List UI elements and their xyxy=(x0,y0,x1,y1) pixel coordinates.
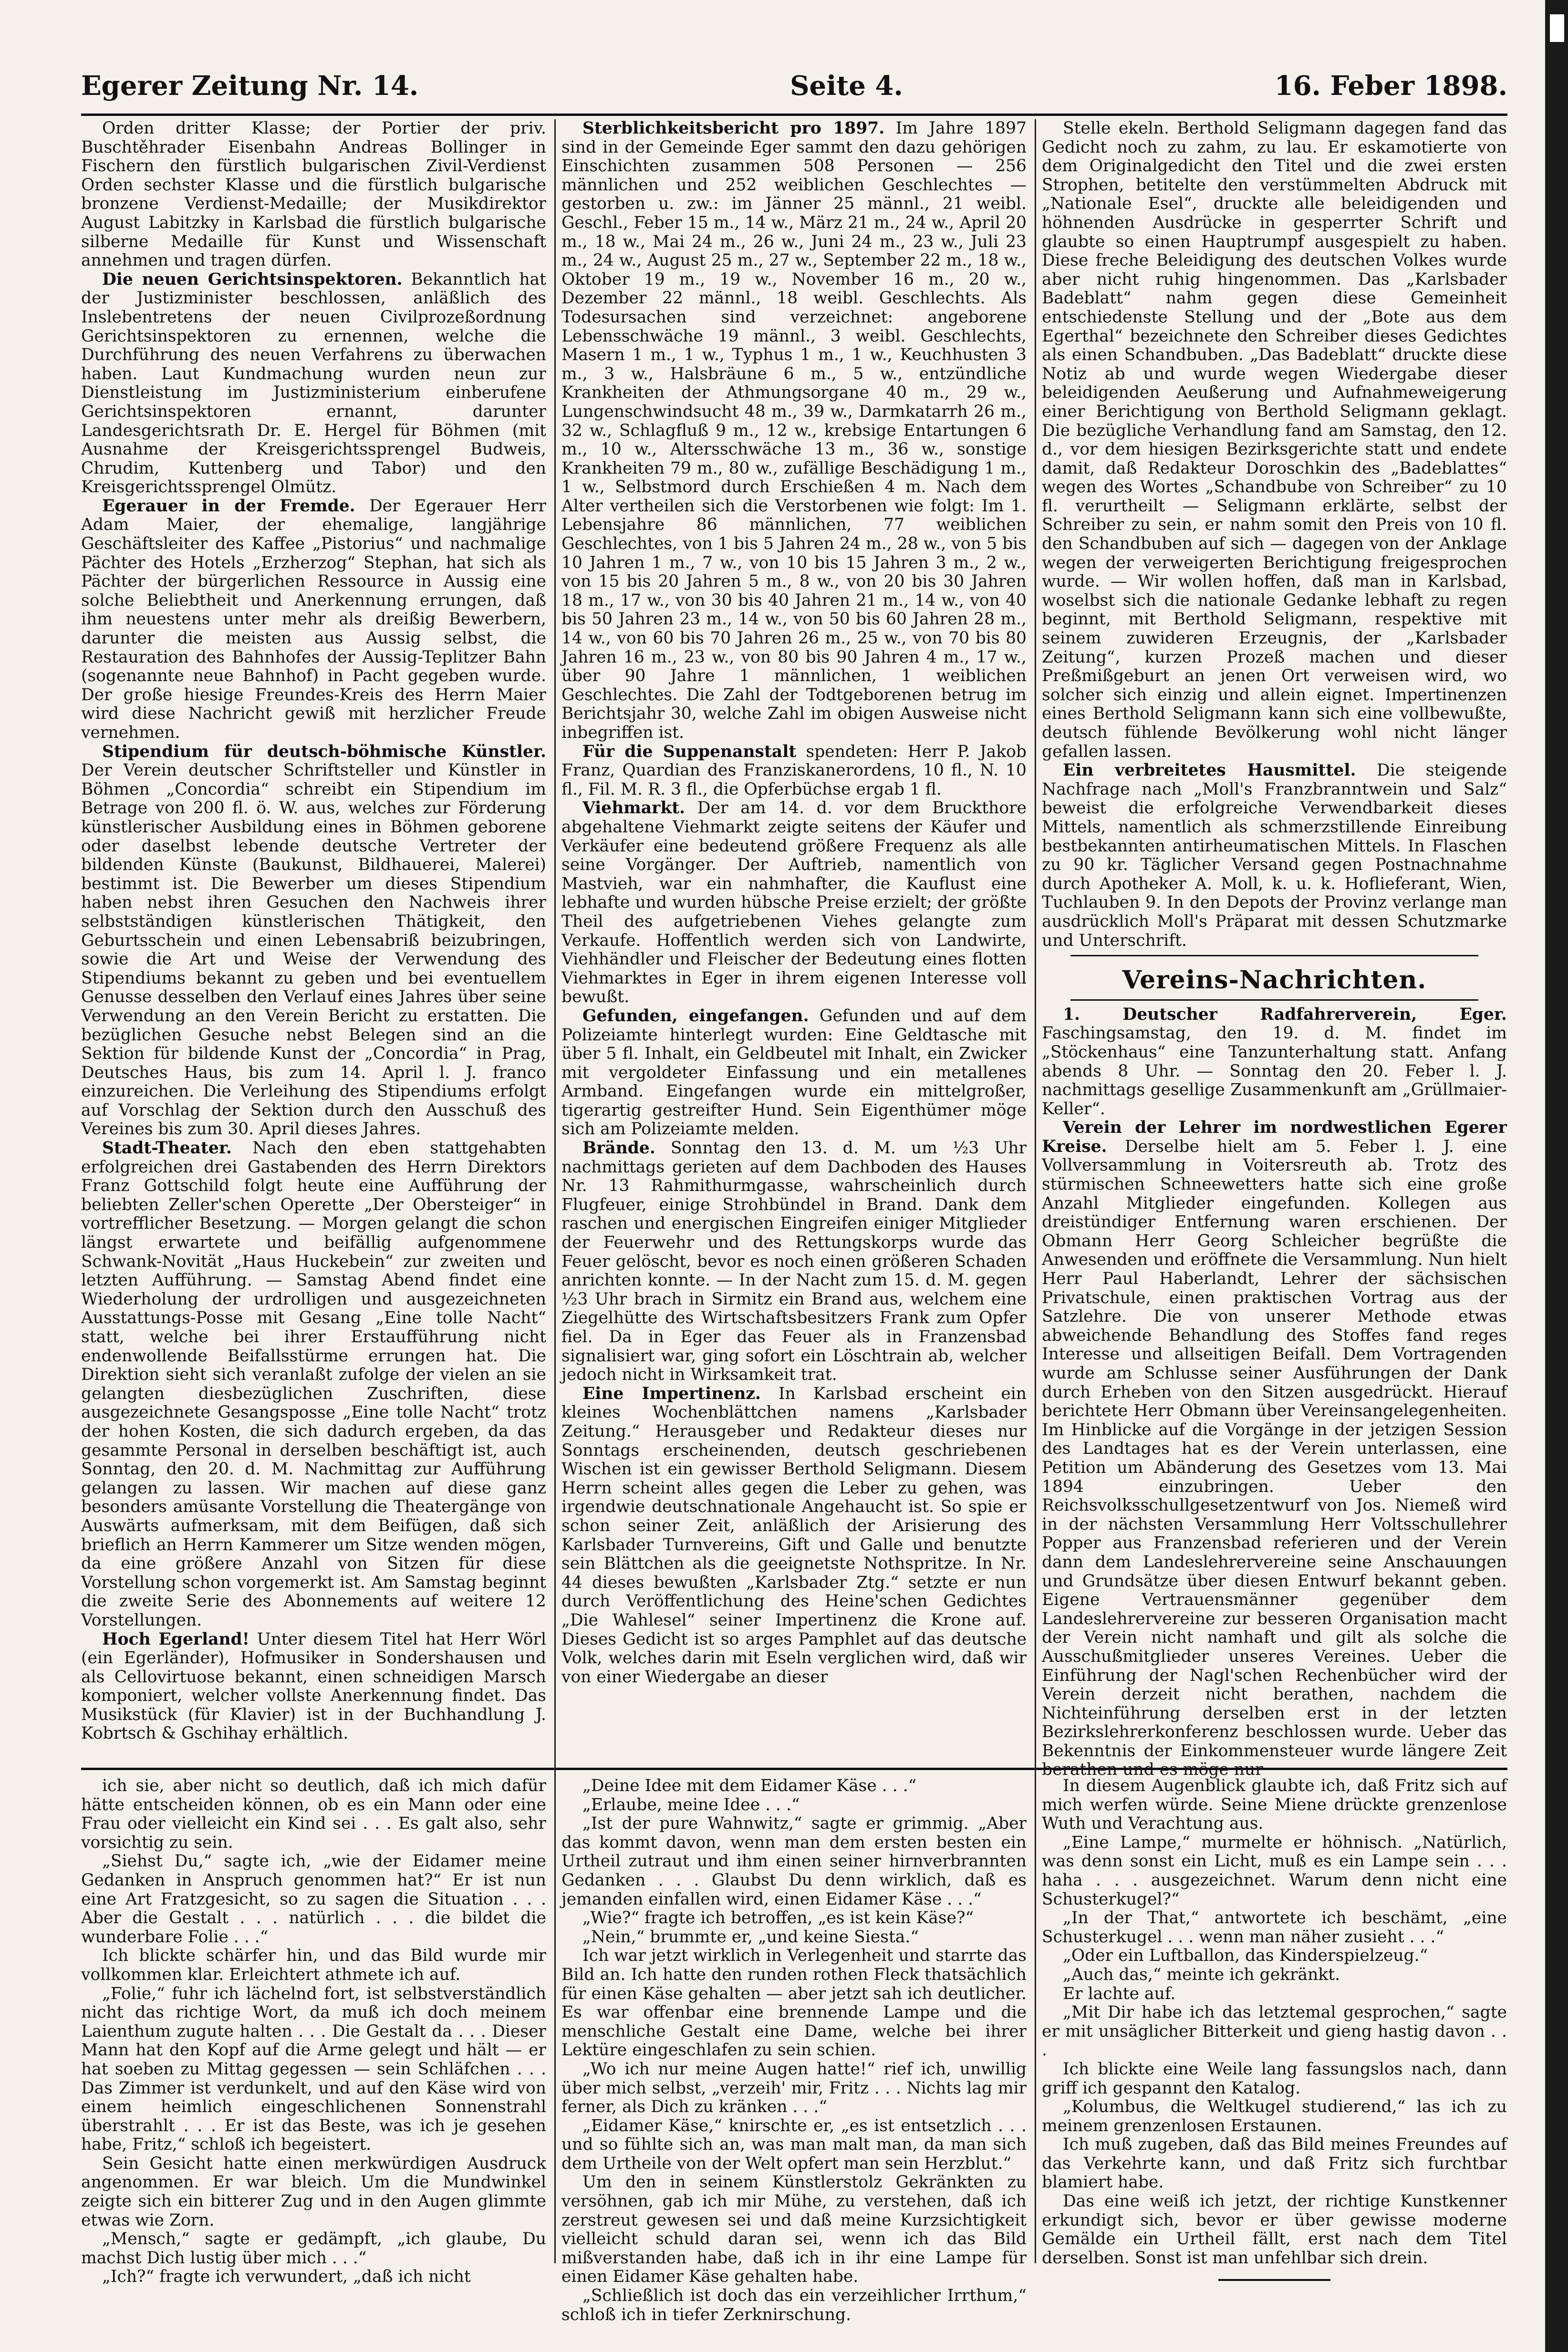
feuilleton-rule xyxy=(81,1768,1507,1770)
article-text: Orden dritter Klasse; der Portier der priv. Buschtěhrader Eisenbahn Andreas Bollinger in Fischern den fürstlich bulgarischen Zivil-Verdienst Orden sechster Klasse und die fürstlich bulgarische bronzene Verdienst-Medaille; der Musikdirektor August Labitzky in Karlsbad die fürstlich bulgarische silberne Medaille für Kunst und Wissenschaft annehmen und tragen dürfen. xyxy=(81,119,546,270)
article-text: Stelle ekeln. Berthold Seligmann dagegen fand das Gedicht noch zu zahm, zu lau. Er eskamotierte von dem Originalgedicht den Titel und die zwei ersten Strophen, betitelte den verstümmelten Abdruck mit „Nationale Esel“, druckte alle beleidigenden und höhnenden Ausdrücke in gesperrter Schrift und glaubte so einen Hauptrumpf ausgespielt zu haben. Diese freche Beleidigung des deutschen Volkes wurde aber nicht ruhig hingenommen. Das „Karlsbader Badeblatt“ nahm gegen diese Gemeinheit entschiedenste Stellung und der „Bote aus dem Egerthal“ bezeichnete den Schreiber dieses Gedichtes als einen Schandbuben. „Das Badeblatt“ druckte diese Notiz ab und wurde wegen Wiedergabe dieser beleidigenden Aeußerung und Aufnahmeweigerung einer Berichtigung von Berthold Seligmann geklagt. Die bezügliche Verhandlung fand am Samstag, den 12. d., vor dem hiesigen Bezirksgerichte statt und endete damit, daß Redakteur Doroschkin des „Badeblattes“ wegen des Wortes „Schandbube von Schreiber“ zu 10 fl. verurtheilt — Seligmann erklärte, selbst der Schreiber zu sein, er nahm somit den Preis von 10 fl. den Schandbuben auf sich — dagegen von der Anklage wegen der verweigerten Berichtigung freigesprochen wurde. — Wir wollen hoffen, daß man in Karlsbad, woselbst sich die nationale Gedanke lebhaft zu regen beginnt, mit Berthold Seligmann, respektive mit seinem zuwideren Erzeugnis, der „Karlsbader Zeitung“, kurzen Prozeß machen und dieser Preßmißgeburt an jenen Ort verweisen wird, wo solcher sich einzig und allein eignet. Impertinenzen eines Berthold Seligmann kann sich eine vollbewußte, deutsch fühlende Bevölkerung wohl nicht länger gefallen lassen. xyxy=(1042,119,1507,761)
scan-edge-mark xyxy=(1550,14,1564,42)
column-divider xyxy=(554,119,556,1760)
story-paragraph: „Mensch,“ sagte er gedämpft, „ich glaube, Du machst Dich lustig über mich . . .“ xyxy=(81,2229,546,2268)
article-headline: Für die Suppenanstalt xyxy=(582,742,797,761)
article-text: Faschingsamstag, den 19. d. M. findet im „Stöckenhaus“ eine Tanzunterhaltung statt. Anfang abends 8 Uhr. — Sonntag den 20. Feber l. J. nachmittags gesellige Zusammenkunft am „Grüllmaier-Keller“. xyxy=(1042,1024,1507,1119)
story-paragraph: „Nein,“ brummte er, „und keine Siesta.“ xyxy=(582,1927,919,1947)
article-headline: Egerauer in der Fremde. xyxy=(102,496,355,516)
story-paragraph: „Erlaube, meine Idee . . .“ xyxy=(582,1795,800,1814)
article-headline: Eine Impertinenz. xyxy=(582,1384,761,1403)
story-paragraph: Ich war jetzt wirklich in Verlegenheit und starrte das Bild an. Ich hatte den runden rothen Fleck thatsächlich für einen Käse gehalten — aber jetzt sah ich deutlicher. Es war offenbar eine brennende Lampe und die menschliche Gestalt eine Dame, welche bei ihrer Lektüre eingeschlafen zu sein schien. xyxy=(561,1946,1027,2060)
issue-date: 16. Feber 1898. xyxy=(1274,70,1507,102)
article-paragraph xyxy=(81,497,546,743)
story-paragraph: „Oder ein Luftballon, das Kinderspielzeug.“ xyxy=(1063,1946,1428,1966)
article-headline: Verein der Lehrer im nordwestlichen Egerer Kreise. xyxy=(1042,1118,1507,1156)
story-paragraph: „In der That,“ antwortete ich beschämt, „eine Schusterkugel . . . wenn man näher zusieht . . .“ xyxy=(1042,1908,1507,1947)
article-paragraph xyxy=(561,799,1027,1007)
article-paragraph xyxy=(561,119,1027,743)
article-paragraph xyxy=(1042,1005,1507,1119)
story-paragraph: „Schließlich ist doch das ein verzeihlicher Irrthum,“ schloß ich in tiefer Zerknirschung. xyxy=(561,2286,1027,2324)
feuilleton-divider xyxy=(554,1720,556,2263)
article-text: Die steigende Nachfrage nach „Moll's Franzbranntwein und Salz“ beweist die erfolgreiche Verwendbarkeit dieses Mittels, namentlich als schmerzstillende Einreibung bestbekannten antirheumatischen Mittels. In Flaschen zu 90 kr. Täglicher Versand gegen Postnachnahme durch Apotheker A. Moll, k. u. k. Hoflieferant, Wien, Tuchlauben 9. In den Depots der Provinz verlange man ausdrücklich Moll's Präparat mit dessen Schutzmarke und Unterschrift. xyxy=(1042,761,1507,950)
story-paragraph: Um den in seinem Künstlerstolz Gekränkten zu versöhnen, gab ich mir Mühe, zu verstehen, daß ich zerstreut gewesen sei und daß meine Kurzsichtigkeit vielleicht schuld daran sei, wenn ich das Bild mißverstanden habe, daß ich in ihr eine Lampe für einen Eidamer Käse gehalten habe. xyxy=(561,2173,1027,2287)
article-text: In Karlsbad erscheint ein kleines Wochenblättchen namens „Karlsbader Zeitung.“ Herausgeber und Redakteur dieses nur Sonntags erscheinenden, deutsch geschriebenen Wischen ist ein gewisser Berthold Seligmann. Diesem Herrn scheint alles gegen die Leber zu gehen, was irgendwie deutschnationale Angehaucht ist. So spie er schon seiner Zeit, anläßlich der Arisierung des Karlsbader Turnvereins, Gift und Galle und benutzte sein Blättchen als die geeignetste Nothspritze. In Nr. 44 dieses bewußten „Karlsbader Ztg.“ setzte er nun durch Veröffentlichung des Heine'schen Gedichtes „Die Wahlesel“ seiner Impertinenz die Krone auf. Dieses Gedicht ist so arges Pamphlet auf das deutsche Volk, welches darin mit Eseln verglichen wird, daß wir von einer Wiedergabe an dieser xyxy=(561,1384,1027,1687)
article-text: Der Egerauer Herr Adam Maier, der ehemalige, langjährige Geschäftsleiter des Kaffee „Pistorius“ und nachmalige Pächter des Hotels „Erzherzog“ Stephan, hat sich als Pächter der bürgerlichen Ressource in Aussig eine solche Beliebtheit und Anerkennung errungen, daß ihm neuestens unter mehr als dreißig Bewerbern, darunter die meisten aus Aussig selbst, die Restauration des Bahnhofes der Aussig-Teplitzer Bahn (sogenannte neue Bahnhof) in Pacht gegeben wurde. Der große hiesige Freundes-Kreis des Herrn Maier wird diese Nachricht gewiß mit herzlicher Freude vernehmen. xyxy=(81,496,546,742)
story-paragraph: „Deine Idee mit dem Eidamer Käse . . .“ xyxy=(582,1776,917,1795)
story-paragraph: „Folie,“ fuhr ich lächelnd fort, ist selbstverständlich nicht das richtige Wort, da muß ich doch meinem Laienthum zugute halten . . . Die Gestalt da . . . Dieser Mann hat den Kopf auf die Arme gelegt und hält — er hat soeben zu Mittag gegessen — sein Schläfchen . . . Das Zimmer ist verdunkelt, und auf den Käse wird von einem heimlich eingeschlichenen Sonnenstrahl überstrahlt . . . Er ist das Beste, was ich je gesehen habe, Fritz,“ schloß ich begeistert. xyxy=(81,1984,546,2155)
scan-border xyxy=(1545,0,1568,2352)
article-text: Derselbe hielt am 5. Feber l. J. eine Vollversammlung in Voitersreuth ab. Trotz des stürmischen Schneewetters hatte sich eine große Anzahl Mitglieder eingefunden. Kollegen aus dreistündiger Entfernung waren erschienen. Der Obmann Herr Georg Schleicher begrüßte die Anwesenden und eröffnete die Versammlung. Nun hielt Herr Paul Haberlandt, Lehrer der sächsischen Privatschule, einen praktischen Vortrag aus der Satzlehre. Die von unserer Methode etwas abweichende Behandlung des Stoffes fand reges Interesse und allseitigen Beifall. Dem Vortragenden wurde am Schlusse seiner Ausführungen der Dank durch Erheben von den Sitzen ausgedrückt. Hierauf berichtete Herr Obmann über Vereinsangelegenheiten. Im Hinblicke auf die Vorgänge in der jetzigen Session des Landtages hat es der Verein unterlassen, eine Petition um Abänderung des Gesetzes vom 13. Mai 1894 einzubringen. Ueber den Reichsvolksschullgesetzentwurf von Jos. Niemeß wird in der nächsten Versammlung Herr Voltsschullehrer Popper aus Franzensbad referieren und der Verein dann dem Landeslehrervereine seine Anschauungen und Grundsätze über diesen Entwurf bekannt geben. Eigene Vertrauensmänner gegenüber dem Landeslehrervereine zur besseren Organisation macht der Verein nicht namhaft und gilt als solche die Ausschußmitglieder unseres Vereines. Ueber die Einführung der Nagl'schen Rechenbücher wird der Verein derzeit nicht berathen, nachdem die Nichteinführung derselben erst in der letzten Bezirkslehrerkonferenz beschlossen wurde. Ueber das Bekenntnis der Einkommensteuer wurde längere Zeit xyxy=(1042,1137,1507,1761)
article-text: Nach den eben stattgehabten erfolgreichen drei Gastabenden des Herrn Direktors Franz Gottschild folgt heute eine Aufführung der beliebten Zeller'schen Operette „Der Obersteiger“ in vortrefflicher Besetzung. — Morgen gelangt die schon längst erwartete und beifällig aufgenommene Schwank-Novität „Haus Huckebein“ zur zweiten und letzten Aufführung. — Samstag Abend findet eine Wiederholung der urdrolligen und ausgezeichneten Ausstattungs-Posse mit Gesang „Eine tolle Nacht“ statt, welche bei ihrer Erstaufführung nicht endenwollende Beifallsstürme errungen hat. Die Direktion sieht sich veranlaßt zufolge der vielen an sie gelangten diesbezüglichen Zuschriften, diese ausgezeichnete Gesangsposse „Eine tolle Nacht“ trotz der hohen Kosten, die sich dadurch ergeben, da das gesammte Personal in derselben beschäftigt ist, auch Sonntag, den 20. d. M. Nachmittag zur Aufführung gelangen zu lassen. Wir machen auf diese ganz besonders amüsante Vorstellung die Theatergänge von Auswärts aufmerksam, mit dem Beifügen, daß sich brieflich an Herrn Kammerer um Sitze wenden mögen, da eine größere Anzahl von Sitzen für diese Vorstellung schon vorgemerkt ist. Am Samstag beginnt die zweite Serie des Abonnements auf weitere 12 Vorstellungen. xyxy=(81,1139,546,1630)
article-paragraph xyxy=(81,270,546,497)
story-paragraph: Das eine weiß ich jetzt, der richtige Kunstkenner erkundigt sich, bevor er über gewisse moderne Gemälde ein Urtheil fällt, erst nach dem Titel derselben. Sonst ist man unfehlbar sich drein. xyxy=(1042,2192,1507,2268)
vereins-heading: Vereins-Nachrichten. xyxy=(1122,965,1427,995)
article-text: Sonntag den 13. d. M. um ½3 Uhr nachmittags gerieten auf dem Dachboden des Hauses Nr. 13 Rahmithurmgasse, wahrscheinlich durch Flugfeuer, einige Strohbündel in Brand. Dank dem raschen und energischen Eingreifen einiger Mitglieder der Feuerwehr und des Rettungskorps wurde das Feuer gelöscht, bevor es noch einen größeren Schaden anrichten konnte. — In der Nacht zum 15. d. M. gegen ½3 Uhr brach in Sirmitz ein Brand aus, welchem eine Ziegelhütte des Wirtschaftsbesitzers Frank zum Opfer fiel. Da in Eger das Feuer als in Franzensbad signalisiert war, ging sofort ein Löschtrain ab, welcher jedoch nicht in Wirksamkeit trat. xyxy=(561,1139,1027,1385)
article-paragraph xyxy=(561,1385,1027,1687)
article-paragraph xyxy=(1042,1119,1507,1780)
article-text: Der Verein deutscher Schriftsteller und Künstler in Böhmen „Concordia“ schreibt ein Stipendium im Betrage von 200 fl. ö. W. aus, welches zur Förderung künstlerischer Ausbildung eines in Böhmen geborene oder daselbst lebende deutsche Vertreter der bildenden Künste (Baukunst, Bildhauerei, Malerei) bestimmt ist. Die Bewerber um dieses Stipendium haben nebst ihren Gesuchen den Nachweis ihrer selbstständigen künstlerischen Thätigkeit, den Geburtsschein und einen Lebensabriß beizubringen, sowie die Art und Weise der Verwendung des Stipendiums bekannt zu geben und bei eventuellem Genusse desselben den Verlauf eines Jahres über seine Verwendung an den Verein Bericht zu erstatten. Die bezüglichen Gesuche nebst Belegen sind an die Sektion für bildende Kunst der „Concordia“ in Prag, Deutsches Haus, bis zum 14. April l. J. franco einzureichen. Die Verleihung des Stipendiums erfolgt auf Vorschlag der Sektion durch den Ausschuß des Vereines bis zum 30. April dieses Jahres. xyxy=(81,761,546,1139)
article-text: spendeten: Herr P. Jakob Franz, Quardian des Franziskanerordens, 10 fl., N. 10 fl., Fil. M. R. 3 fl., die Opferbüchse ergab 1 fl. xyxy=(561,742,1027,799)
header-rule xyxy=(81,114,1507,116)
end-rule xyxy=(1218,2279,1330,2281)
article-paragraph xyxy=(561,1139,1027,1385)
feuilleton-divider xyxy=(1035,1720,1036,2263)
story-paragraph: ich sie, aber nicht so deutlich, daß ich mich dafür hätte entscheiden können, ob es ein Mann oder eine Frau oder vielleicht ein Kind sei . . . Es galt also, sehr vorsichtig zu sein. xyxy=(81,1776,546,1852)
story-paragraph: „Wo ich nur meine Augen hatte!“ rief ich, unwillig über mich selbst, „verzeih' mir, Fritz . . . Nichts lag mir ferner, als Dich zu kränken . . .“ xyxy=(561,2059,1027,2117)
story-paragraph: „Eidamer Käse,“ knirschte er, „es ist entsetzlich . . . und so fühlte sich an, was man malt man, da man sich dem Urtheile von der Welt opfert man sein Herzblut.“ xyxy=(561,2116,1027,2173)
article-paragraph xyxy=(1042,761,1507,950)
story-paragraph: „Ich?“ fragte ich verwundert, „daß ich nicht xyxy=(102,2267,471,2287)
story-paragraph: Sein Gesicht hatte einen merkwürdigen Ausdruck angenommen. Er war bleich. Um die Mundwinkel zeigte sich ein bitterer Zug und in den Augen glimmte etwas wie Zorn. xyxy=(81,2154,546,2230)
article-paragraph xyxy=(1042,119,1507,761)
article-paragraph xyxy=(561,743,1027,799)
story-paragraph: „Wie?“ fragte ich betroffen, „es ist kein Käse?“ xyxy=(582,1908,974,1928)
feuilleton-column-2 xyxy=(561,1776,1027,2324)
article-paragraph xyxy=(81,1630,546,1744)
article-paragraph xyxy=(81,743,546,1139)
article-headline: Brände. xyxy=(582,1139,655,1158)
article-text: Gefunden und auf dem Polizeiamte hinterlegt wurden: Eine Geldtasche mit über 5 fl. Inhalt, ein Geldbeutel mit Inhalt, ein Zwicker mit vergoldeter Einfassung und ein metallenes Armband. Eingefangen wurde ein mittelgroßer, tigerartig gestreifter Hund. Sein Eigenthümer möge sich am Polizeiamte melden. xyxy=(561,1006,1027,1139)
column-2 xyxy=(561,119,1027,1760)
story-paragraph: „Eine Lampe,“ murmelte er höhnisch. „Natürlich, was denn sonst ein Licht, muß es ein Lampe sein . . . haha . . . ausgezeichnet. Warum denn nicht eine Schusterkugel?“ xyxy=(1042,1833,1507,1909)
article-text: Der am 14. d. vor dem Bruckthore abgehaltene Viehmarkt zeigte seitens der Käufer und Verkäufer eine bedeutend größere Frequenz als alle seine Vorgänger. Der Auftrieb, namentlich von Mastvieh, war ein nahmhafter, die Kauflust eine lebhafte und wurden hübsche Preise erzielt; der größte Theil des aufgetriebenen Viehes gelangte zum Verkaufe. Hoffentlich werden sich von Landwirte, Viehhändler und Fleischer der Bedeutung eines flotten Viehmarktes in Eger in ihrem eigenen Interesse voll bewußt. xyxy=(561,798,1027,1007)
column-divider xyxy=(1035,119,1036,1760)
story-paragraph: Ich muß zugeben, daß das Bild meines Freundes auf das Verkehrte kann, und daß Fritz sich furchtbar blamiert habe. xyxy=(1042,2135,1507,2192)
feuilleton-section xyxy=(81,1776,1507,2324)
section-rule xyxy=(1070,999,1478,1001)
page-number: Seite 4. xyxy=(790,70,903,102)
article-headline: Hoch Egerland! xyxy=(102,1629,249,1649)
article-headline: Stadt-Theater. xyxy=(102,1139,232,1158)
article-text: Bekanntlich hat der Justizminister beschlossen, anläßlich des Inslebentretens der neuen Civilprozeßordnung Gerichtsinspektoren zu ernennen, welche die Durchführung des neuen Verfahrens zu überwachen haben. Laut Kundmachung wurden neun zur Dienstleistung im Justizministerium einberufene Gerichtsinspektoren ernannt, darunter Landesgerichtsrath Dr. E. Hergel für Böhmen (mit Ausnahme der Kreisgerichtssprengel Budweis, Chrudim, Kuttenberg und Tabor) und den Kreisgerichtssprengel Olmütz. xyxy=(81,269,546,497)
article-headline: Sterblichkeitsbericht pro 1897. xyxy=(582,119,885,138)
article-paragraph xyxy=(81,1139,546,1630)
story-paragraph: „Mit Dir habe ich das letztemal gesprochen,“ sagte er mit unsäglicher Bitterkeit und gieng hastig davon . . . xyxy=(1042,2003,1507,2060)
article-headline: Ein verbreitetes Hausmittel. xyxy=(1063,761,1356,780)
article-headline: Die neuen Gerichtsinspektoren. xyxy=(102,269,403,289)
article-text: Im Jahre 1897 sind in der Gemeinde Eger sammt den dazu gehörigen Einschichten zusammen 508 Personen — 256 männlichen und 252 weiblichen Geschlechtes — gestorben u. zw.: im Jänner 25 männl., 21 weibl. Geschl., Feber 15 m., 14 w., März 21 m., 24 w., April 20 m., 18 w., Mai 24 m., 26 w., Juni 24 m., 23 w., Juli 23 m., 24 w., August 25 m., 27 w., September 22 m., 18 w., Oktober 19 m., 19 w., November 16 m., 20 w., Dezember 22 männl., 18 weibl. Geschlechts. Als Todesursachen sind verzeichnet: angeborene Lebensschwäche 19 männl., 3 weibl. Geschlechts, Masern 1 m., 1 w., Typhus 1 m., 1 w., Keuchhusten 3 m., 3 w., Halsbräune 6 m., 5 w., entzündliche Krankheiten der Athmungsorgane 40 m., 29 w., Lungenschwindsucht 48 m., 39 w., Darmkatarrh 26 m., 32 w., Schlagfluß 9 m., 12 w., krebsige Entartungen 6 m., 10 w., Altersschwäche 13 m., 36 w., sonstige Krankheiten 79 m., 80 w., zufällige Beschädigung 1 m., 1 w., Selbstmord durch Erschießen 4 m. Nach dem Alter vertheilen sich die Verstorbenen wie folgt: Im 1. Lebensjahre 86 männlichen, 77 weiblichen Geschlechtes, von 1 bis 5 Jahren 24 m., 28 w., von 5 bis 10 Jahren 1 m., 7 w., von 10 bis 15 Jahren 3 m., 2 w., von 15 bis 20 Jahren 5 m., 8 w., von 20 bis 30 Jahren 18 m., 17 w., von 30 bis 40 Jahren 21 m., 14 w., von 40 bis 50 Jahren 23 m., 14 w., von 50 bis 60 Jahren 28 m., 14 w., von 60 bis 70 Jahren 26 m., 25 w., von 70 bis 80 Jahren 16 m., 23 w., von 80 bis 90 Jahren 4 m., 17 w., über 90 Jahre 1 männlichen, 1 weiblichen Geschlechtes. Die Zahl der Todtgeborenen betrug im Berichtsjahr 30, welche Zahl im obigen Ausweise nicht inbegriffen ist. xyxy=(561,119,1027,742)
masthead: Egerer Zeitung Nr. 14. xyxy=(81,70,419,102)
story-paragraph: „Siehst Du,“ sagte ich, „wie der Eidamer meine Gedanken in Anspruch genommen hat?“ Er ist nun eine Art Fratzgesicht, so zu sagen die Situation . . . Aber die Gestalt . . . natürlich . . . die bildet die wunderbare Folie . . .“ xyxy=(81,1852,546,1947)
story-paragraph: Er lachte auf. xyxy=(1063,1984,1176,2003)
news-section xyxy=(81,119,1507,1760)
feuilleton-column-3 xyxy=(1042,1777,1507,2321)
column-3 xyxy=(1042,119,1507,1760)
column-1 xyxy=(81,119,546,1760)
feuilleton-column-1 xyxy=(81,1777,546,2321)
story-paragraph: „Auch das,“ meinte ich gekränkt. xyxy=(1063,1965,1340,1984)
story-paragraph: „Kolumbus, die Weltkugel studierend,“ las ich zu meinem grenzenlosen Erstaunen. xyxy=(1042,2097,1507,2135)
article-paragraph xyxy=(81,119,546,270)
article-headline: 1. Deutscher Radfahrerverein, Eger. xyxy=(1063,1005,1507,1024)
newspaper-page xyxy=(81,57,1507,2323)
story-paragraph: „Ist der pure Wahnwitz,“ sagte er grimmig. „Aber das kommt davon, wenn man dem ersten besten ein Urtheil zutraut und ihm einen seiner hirnverbrannten Gedanken . . . Glaubst Du denn wirklich, daß es jemanden einfallen wird, einen Eidamer Käse . . .“ xyxy=(561,1814,1027,1909)
page-header xyxy=(81,57,1507,114)
article-headline: Viehmarkt. xyxy=(582,798,685,818)
article-headline: Stipendium für deutsch-böhmische Künstler. xyxy=(102,742,546,761)
article-paragraph xyxy=(561,1007,1027,1139)
section-rule xyxy=(1070,955,1478,956)
article-text: Unter diesem Titel hat Herr Wörl (ein Egerländer), Hofmusiker in Sondershausen und als Cellovirtuose bekannt, einen schneidigen Marsch komponiert, welcher vollste Anerkennung findet. Das Musikstück (für Klavier) ist in der Buchhandlung J. Kobrtsch & Gschihay erhältlich. xyxy=(81,1629,546,1743)
story-paragraph: Ich blickte eine Weile lang fassungslos nach, dann griff ich gespannt den Katalog. xyxy=(1042,2059,1507,2098)
story-paragraph: In diesem Augenblick glaubte ich, daß Fritz sich auf mich werfen würde. Seine Miene drückte grenzenlose Wuth und Verachtung aus. xyxy=(1042,1776,1507,1834)
article-headline: Gefunden, eingefangen. xyxy=(582,1006,809,1026)
story-paragraph: Ich blickte schärfer hin, und das Bild wurde mir vollkommen klar. Erleichtert athmete ich auf. xyxy=(81,1946,546,1984)
